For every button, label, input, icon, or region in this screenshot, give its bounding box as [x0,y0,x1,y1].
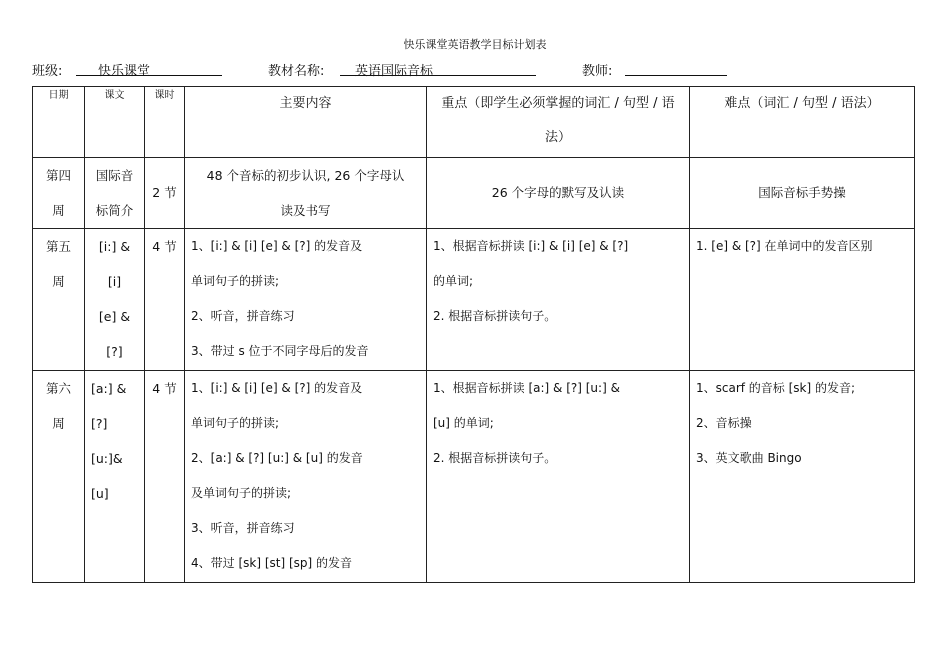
row1-lesson [85,158,145,229]
header-key-line2: 法） [544,130,571,145]
row3-week [33,371,85,583]
row3-content-line1: 1、[i:] & [i] [e] & [?] 的发音及 [191,381,363,395]
row1-difficulty: 国际音标手势操 [690,158,915,229]
header-lesson: 课文 [85,87,145,158]
lesson-plan-table [32,86,915,583]
row3-lesson [85,371,145,583]
table-row [33,229,915,371]
row2-difficulty-line1: 1. [e] & [?] 在单词中的发音区别 [696,239,873,253]
row3-week-line1: 第六 [45,381,71,396]
row1-week-line1: 第四 [45,168,71,183]
row3-difficulty [690,371,915,583]
row1-lesson-line1: 国际音 [95,168,134,183]
row3-difficulty-line1: 1、scarf 的音标 [sk] 的发音; [696,381,856,395]
row3-lesson-line3: [u:]& [91,451,123,466]
row1-content [185,158,427,229]
row3-content [185,371,427,583]
row2-week-line2: 周 [52,274,65,289]
row2-key-line3: 2. 根据音标拼读句子。 [433,309,557,323]
class-value: 快乐课堂 [98,64,151,79]
teacher-underline [625,75,727,76]
row3-difficulty-line3: 3、英文歌曲 Bingo [696,451,802,465]
row1-week-line2: 周 [52,203,65,218]
row2-lesson-line3: [e] & [98,309,131,324]
header-date: 日期 [33,87,85,158]
textbook-label: 教材名称: [268,64,325,79]
row1-content-line2: 读及书写 [280,203,331,218]
row1-lesson-line2: 标简介 [95,203,134,218]
document-title: 快乐课堂英语教学目标计划表 [403,38,547,51]
row2-content-line2: 单词句子的拼读; [191,274,280,288]
row3-difficulty-line2: 2、音标操 [696,416,752,430]
row3-lesson-line4: [u] [91,486,109,501]
row3-lesson-line1: [a:] & [91,381,127,396]
document-meta [0,58,950,80]
row2-week-line1: 第五 [45,239,71,254]
header-hours: 课时 [145,87,185,158]
row3-key-line2: [u] 的单词; [433,416,494,430]
teacher-label: 教师: [582,64,613,79]
row3-key-line1: 1、根据音标拼读 [a:] & [?] [u:] & [433,381,620,395]
table-row [33,158,915,229]
row2-key-points [427,229,690,371]
table-row [33,371,915,583]
row2-lesson-line4: [?] [106,344,123,359]
textbook-value: 英语国际音标 [355,64,434,79]
row2-hours: 4 节 [145,229,185,371]
row3-key-points [427,371,690,583]
row3-key-line3: 2. 根据音标拼读句子。 [433,451,557,465]
row2-lesson [85,229,145,371]
row3-content-line2: 单词句子的拼读; [191,416,280,430]
row1-hours: 2 节 [145,158,185,229]
header-content: 主要内容 [185,87,427,158]
row2-week [33,229,85,371]
row2-content [185,229,427,371]
row2-content-line3: 2、听音，拼音练习 [191,309,295,323]
header-key-points [427,87,690,158]
row2-lesson-line2: [i] [107,274,122,289]
row3-content-line3: 2、[a:] & [?] [u:] & [u] 的发音 [191,451,363,465]
header-key-line1: 重点（即学生必须掌握的词汇 / 句型 / 语 [441,96,675,111]
row2-key-line2: 的单词; [433,274,474,288]
row3-content-line6: 4、带过 [sk] [st] [sp] 的发音 [191,556,353,570]
row1-key-points: 26 个字母的默写及认读 [427,158,690,229]
row2-key-line1: 1、根据音标拼读 [i:] & [i] [e] & [?] [433,239,629,253]
row2-lesson-line1: [i:] & [98,239,131,254]
row3-content-line4: 及单词句子的拼读; [191,486,292,500]
row1-week [33,158,85,229]
class-underline [76,75,222,76]
row3-week-line2: 周 [52,416,65,431]
row3-lesson-line2: [?] [91,416,108,431]
header-difficulty: 难点（词汇 / 句型 / 语法） [690,87,915,158]
textbook-underline [340,75,536,76]
class-label: 班级: [32,64,63,79]
row2-content-line4: 3、带过 s 位于不同字母后的发音 [191,344,369,358]
row1-content-line1: 48 个音标的初步认识, 26 个字母认 [206,168,405,183]
table-header-row [33,87,915,158]
row3-hours: 4 节 [145,371,185,583]
row2-content-line1: 1、[i:] & [i] [e] & [?] 的发音及 [191,239,363,253]
row3-content-line5: 3、听音，拼音练习 [191,521,295,535]
row2-difficulty [690,229,915,371]
